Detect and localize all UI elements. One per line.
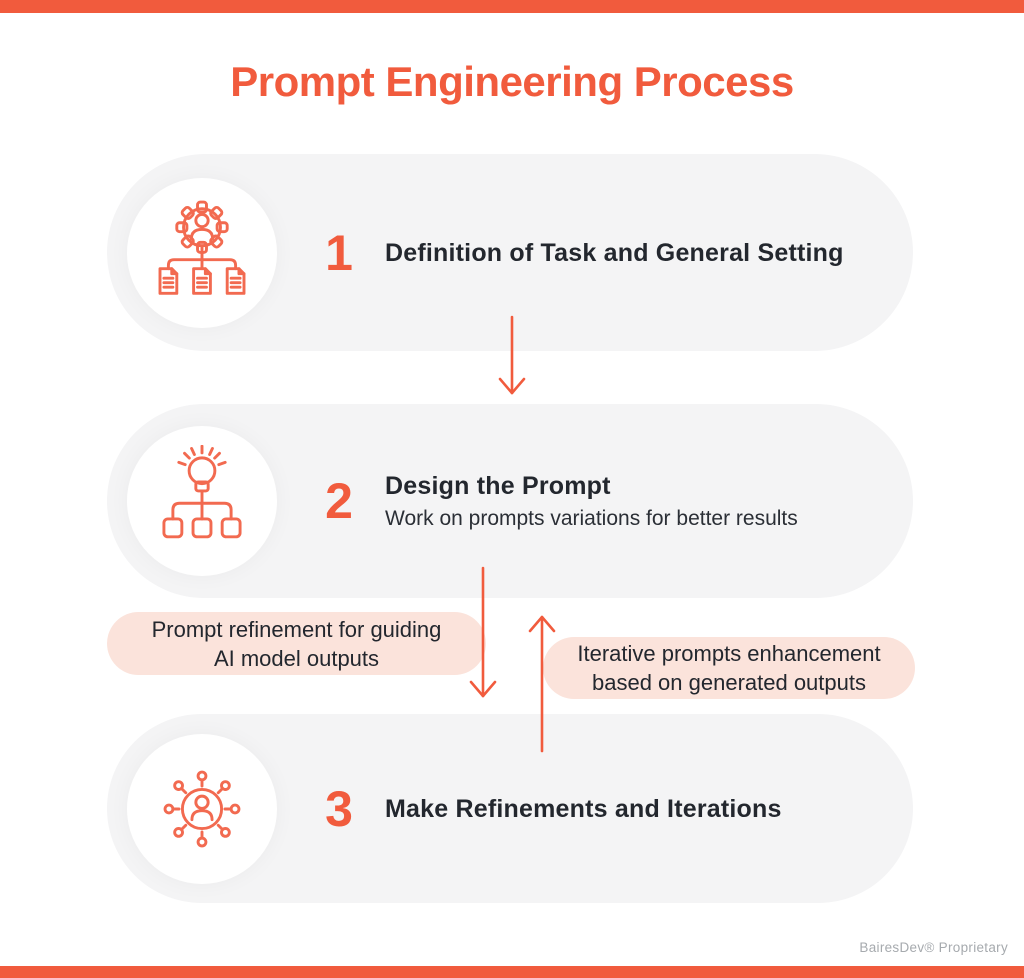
step-number-1: 1 [325, 224, 353, 281]
person-network-icon [146, 753, 258, 865]
callout-refinement [107, 612, 486, 675]
step-3-text [385, 794, 782, 824]
step-2-text [385, 471, 798, 532]
step-number-2: 2 [325, 473, 353, 529]
step-number-3: 3 [325, 780, 353, 837]
callout-iteration-line2: based on generated outputs [591, 670, 866, 695]
step-1-icon-circle [127, 178, 277, 328]
arrow-down-step1-to-step2-icon [494, 315, 530, 399]
bottom-accent-bar [0, 966, 1024, 978]
callout-iteration [543, 637, 915, 699]
arrow-up-step3-to-step2-icon [524, 613, 560, 753]
step-1-text [385, 238, 844, 268]
page-title: Prompt Engineering Process [230, 58, 794, 105]
step-2-icon-circle [127, 426, 277, 576]
top-accent-bar [0, 0, 1024, 13]
step-card-3 [107, 714, 913, 903]
arrow-down-step2-to-step3-icon [465, 566, 501, 702]
step-1-title: Definition of Task and General Setting [385, 238, 844, 267]
callout-refinement-line2: AI model outputs [213, 645, 380, 671]
step-3-icon-circle [127, 734, 277, 884]
idea-flowchart-icon [146, 445, 258, 557]
proprietary-note: BairesDev® Proprietary [859, 940, 1008, 955]
callout-iteration-line1: Iterative prompts enhancement [577, 641, 881, 666]
step-card-2 [107, 404, 913, 598]
callout-refinement-line1: Prompt refinement for guiding [151, 616, 442, 642]
step-2-title: Design the Prompt [385, 471, 611, 500]
gear-documents-icon [146, 197, 258, 309]
step-2-subtitle: Work on prompts variations for better results [385, 506, 798, 530]
step-3-title: Make Refinements and Iterations [385, 794, 782, 823]
